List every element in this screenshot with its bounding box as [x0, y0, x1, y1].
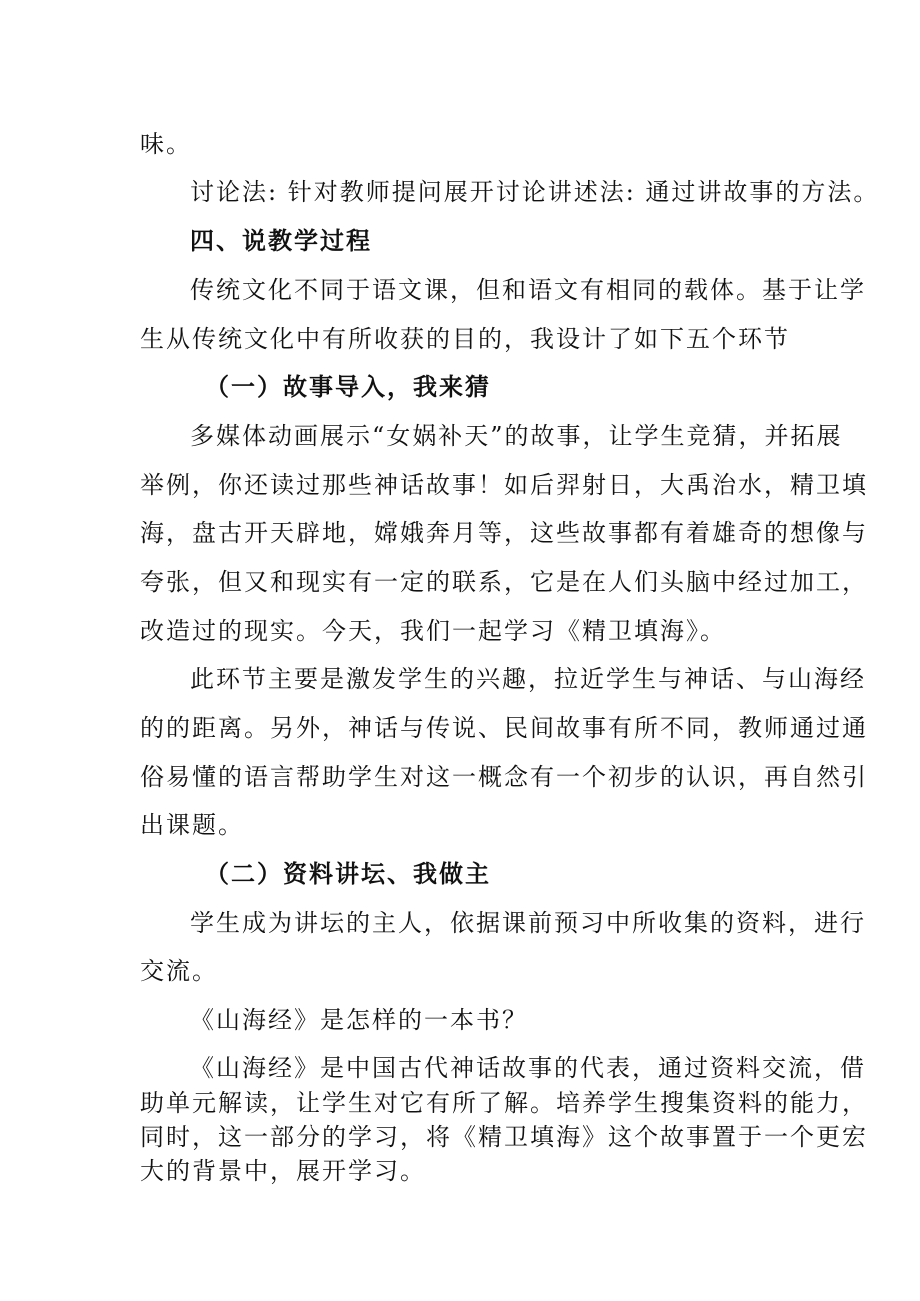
text-line-10: 夸张，但又和现实有一定的联系，它是在人们头脑中经过加工， [140, 568, 868, 596]
text-line-15: 出课题。 [140, 811, 244, 839]
text-line-18: 交流。 [140, 957, 218, 985]
subheading-materials-forum: （二）资料讲坛、我做主 [205, 859, 491, 888]
text-line-4: 传统文化不同于语文课，但和语文有相同的载体。基于让学 [190, 276, 866, 304]
text-line-13: 的的距离。另外，神话与传说、民间故事有所不同，教师通过通 [140, 714, 868, 742]
text-line-20: 《山海经》是中国古代神话故事的代表，通过资料交流，借 [190, 1054, 866, 1082]
subheading-story-intro: （一）故事导入，我来猜 [205, 372, 491, 401]
text-line-11: 改造过的现实。今天，我们一起学习《精卫填海》。 [140, 617, 726, 645]
text-line-8: 举例，你还读过那些神话故事！如后羿射日，大禹治水，精卫填 [140, 471, 868, 499]
text-line-21: 助单元解读，让学生对它有所了解。培养学生搜集资料的能力， [140, 1089, 868, 1117]
text-line-12: 此环节主要是激发学生的兴趣，拉近学生与神话、与山海经 [190, 665, 866, 693]
text-line-17: 学生成为讲坛的主人，依据课前预习中所收集的资料，进行 [190, 909, 866, 937]
section-heading-teaching-process: 四、说教学过程 [190, 226, 372, 255]
text-line-9: 海，盘古开天辟地，嫦娥奔月等，这些故事都有着雄奇的想像与 [140, 519, 868, 547]
text-line-23: 大的背景中，展开学习。 [140, 1157, 426, 1185]
text-line-question: 《山海经》是怎样的一本书？ [190, 1006, 528, 1034]
text-line-14: 俗易懂的语言帮助学生对这一概念有一个初步的认识，再自然引 [140, 763, 868, 791]
text-line-1: 味。 [140, 130, 192, 158]
text-line-7: 多媒体动画展示“女娲补天”的故事，让学生竞猜，并拓展 [190, 422, 843, 450]
text-line-5: 生从传统文化中有所收获的目的，我设计了如下五个环节 [140, 325, 790, 353]
text-line-22: 同时，这一部分的学习，将《精卫填海》这个故事置于一个更宏 [140, 1123, 868, 1151]
text-line-discussion-method: 讨论法: 针对教师提问展开讨论讲述法: 通过讲故事的方法。 [190, 178, 880, 206]
